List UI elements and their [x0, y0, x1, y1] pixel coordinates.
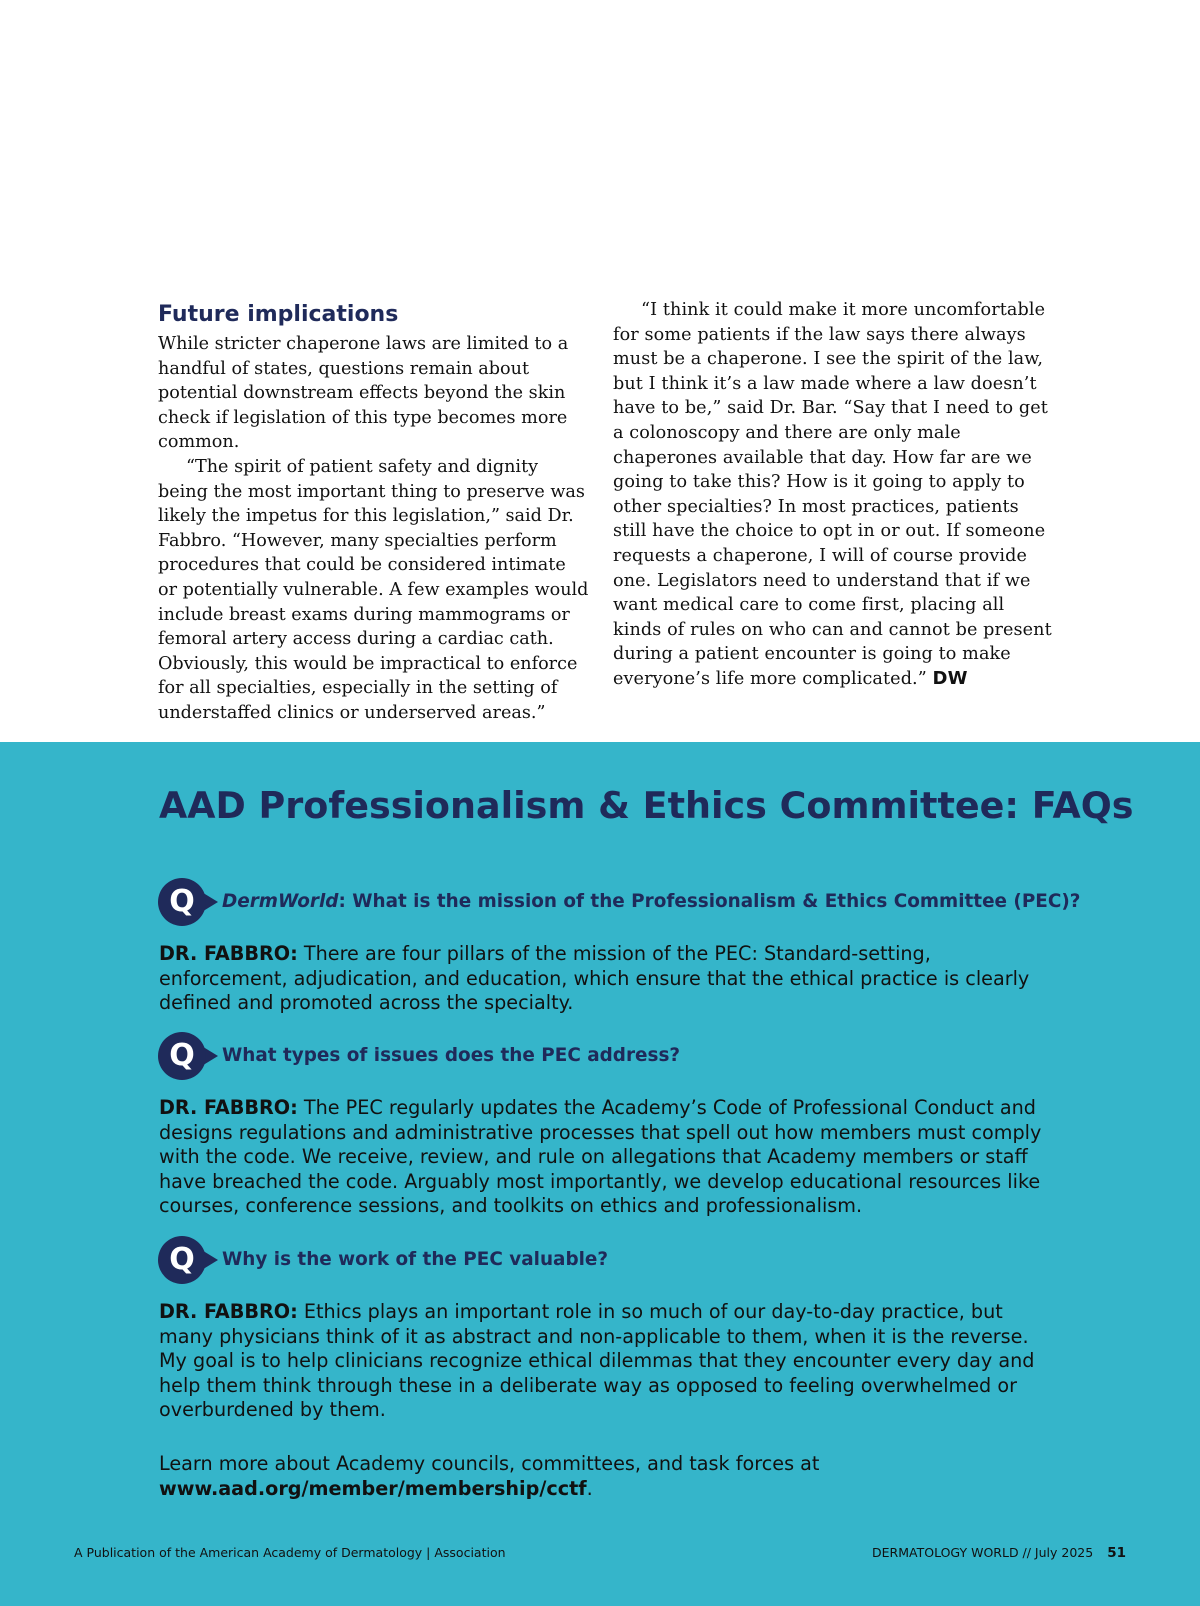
- cctf-link[interactable]: www.aad.org/member/membership/cctf: [159, 1476, 587, 1500]
- faq-question-2: [158, 1031, 680, 1081]
- learn-more-text: Learn more about Academy councils, committees, and task forces at www.aad.org/member/membership/cctf.: [159, 1452, 820, 1500]
- q-badge-icon: Q: [158, 877, 222, 927]
- article-paragraph: “The spirit of patient safety and dignity being the most important thing to preserve was likely the impetus for this legislation,” said Dr. Fabbro. “However, many specialties perform procedures that could be considered intimate or potentially vulnerable. A few examples would include breast exams during mammograms or femoral artery access during a cardiac cath. Obviously, this would be impractical to enforce for all specialties, especially in the setting of understaffed clinics or underserved areas.”: [158, 456, 589, 723]
- article-left-column: [158, 298, 590, 726]
- faq-answer-1: DR. FABBRO: There are four pillars of the mission of the PEC: Standard-setting, enforcement, adjudication, and education, which ensure that the ethical practice is clearly defined and promoted across the specialty.: [159, 942, 1030, 1015]
- faq-question-3: [158, 1235, 608, 1285]
- quote-text: “I think it could make it more uncomfortable for some patients if the law says there always must be a chaperone. I see the spirit of the law, but I think it’s a law made where a law doesn’t have to be,” said Dr. Bar. “Say that I need to get a colonoscopy and there are only male chaperones available that day. How far are we going to take this? How is it going to apply to other specialties? In most practices, patients still have the choice to opt in or out. If someone requests a chaperone, I will of course provide one. Legislators need to understand that if we want medical care to come first, placing all kinds of rules on who can and cannot be present during a patient encounter is going to make everyone’s life more complicated.”: [613, 300, 1052, 689]
- faq-answer-3: DR. FABBRO: Ethics plays an important role in so much of our day-to-day practice, but many physicians think of it as abstract and non-applicable to them, when it is the reverse. My goal is to help clinicians recognize ethical dilemmas that they encounter every day and help them think through these in a deliberate way as opposed to feeling overwhelmed or overburdened by them.: [159, 1300, 1035, 1422]
- article-paragraph: While stricter chaperone laws are limited to a handful of states, questions remain about potential downstream effects beyond the skin check if legislation of this type becomes more common.: [158, 334, 569, 453]
- q-badge-icon: Q: [158, 1031, 222, 1081]
- speaker-label: DR. FABBRO:: [159, 1096, 298, 1119]
- section-heading: Future implications: [158, 302, 399, 327]
- footer-publication: A Publication of the American Academy of Dermatology | Association: [74, 1545, 506, 1560]
- faq-question-1: [158, 877, 1080, 927]
- faq-title: AAD Professionalism & Ethics Committee: FAQs: [159, 784, 1134, 827]
- page-number: 51: [1107, 1545, 1126, 1561]
- speaker-label: DR. FABBRO:: [159, 1300, 298, 1323]
- question-text: Why is the work of the PEC valuable?: [222, 1249, 609, 1270]
- speaker-label: DR. FABBRO:: [159, 942, 298, 965]
- publication-name: DermWorld: [222, 891, 339, 912]
- q-badge-icon: Q: [158, 1235, 222, 1285]
- question-text: DermWorld: What is the mission of the Professionalism & Ethics Committee (PEC)?: [222, 891, 1081, 912]
- article-right-column: [613, 298, 1053, 692]
- footer-issue: DERMATOLOGY WORLD // July 2025 51: [872, 1545, 1126, 1561]
- faq-answer-2: DR. FABBRO: The PEC regularly updates the Academy’s Code of Professional Conduct and designs regulations and administrative processes that spell out how members must comply with the code. We receive, review, and rule on allegations that Academy members or staff have breached the code. Arguably most importantly, we develop educational resources like courses, conference sessions, and toolkits on ethics and professionalism.: [159, 1096, 1042, 1218]
- article-paragraph: [613, 298, 1053, 692]
- question-text: What types of issues does the PEC address?: [222, 1045, 681, 1066]
- sign-off-mark: DW: [932, 667, 968, 689]
